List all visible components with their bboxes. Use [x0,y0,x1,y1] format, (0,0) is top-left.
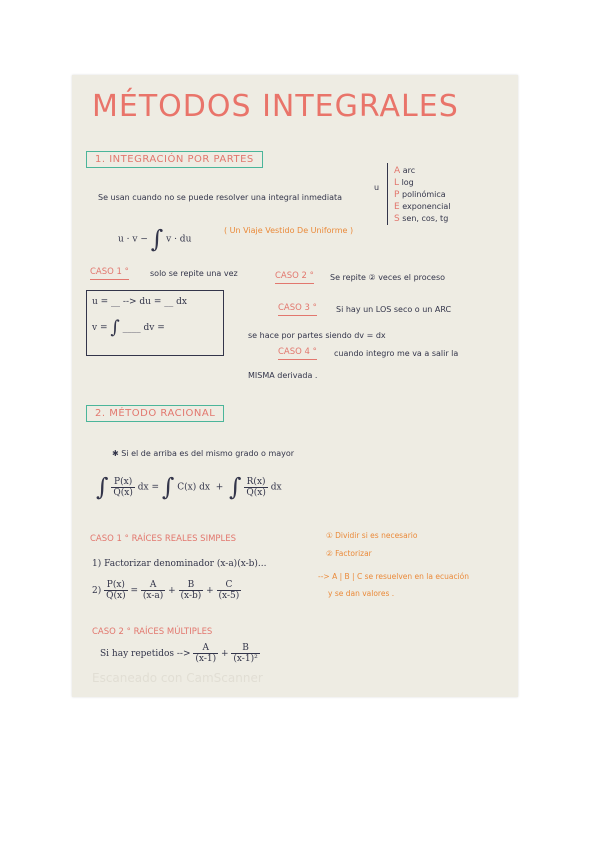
caso1-label: CASO 1 ° [90,267,129,280]
caso2-text: Se repite ② veces el proceso [330,273,446,282]
side-note-1: ① Dividir si es necesario [326,531,418,540]
page-title: MÉTODOS INTEGRALES [92,89,459,124]
caso1-text: solo se repite una vez [150,269,238,278]
vdu-term: v · du [166,234,192,245]
integral-sign-icon: ∫ [96,473,109,501]
liate-item: A arc [394,166,416,176]
box-line1: u = __ --> du = __ dx [92,297,187,307]
section1-heading: 1. INTEGRACIÓN POR PARTES [86,151,263,168]
notes-page [72,75,518,697]
section2-note: ✱ Si el de arriba es del mismo grado o mayor [112,449,295,458]
caso3-label: CASO 3 ° [278,303,317,316]
integral-sign-icon: ∫ [110,317,120,338]
multiple-roots: Si hay repetidos --> $\frac{A}{(x-1)}$ + $\frac{B}{\text{(x-1)²}}$ [100,643,258,664]
caso3-note: se hace por partes siendo dv = dx [248,331,386,340]
liate-item: E exponencial [394,202,451,212]
caso4-label: CASO 4 ° [278,347,317,360]
s2-caso2-label: CASO 2 ° RAÍCES MÚLTIPLES [92,627,213,637]
step2: 2) $\frac{P(x)}{Q(x)}$ = $\frac{A}{(x-a)}$ + $\frac{B}{(x-b)}$ + $\frac{C}{(x-5)}$ [92,580,240,601]
side-note-3: --> A | B | C se resuelven en la ecuación [318,572,470,581]
box-line2: v = ∫ ____ dv = [92,317,165,338]
mnemonic: ( Un Viaje Vestido De Uniforme ) [224,226,354,235]
caso2-label: CASO 2 ° [275,271,314,284]
rational-formula: ∫ $\frac{P(x)}{Q(x)}$ dx = ∫ C(x) dx + ∫ $\frac{R(x)}{Q(x)}$ dx [96,473,282,501]
integral-sign-icon: ∫ [228,473,242,501]
section1-intro: Se usan cuando no se puede resolver una integral inmediata [98,193,343,202]
liate-item: L log [394,178,414,188]
integral-sign-icon: ∫ [150,225,164,253]
step1: 1) Factorizar denominador (x-a)(x-b)... [92,559,267,569]
liate-list [394,165,451,225]
section2-heading: 2. MÉTODO RACIONAL [86,405,224,422]
liate-divider [387,163,388,225]
scanner-watermark: Escaneado con CamScanner [92,671,263,685]
caso4-text: cuando integro me va a salir la [334,349,459,358]
side-note-4: y se dan valores . [328,589,395,598]
liate-item: P polinómica [394,190,446,200]
caso4-text2: MISMA derivada . [248,371,318,380]
liate-u: u [374,183,380,192]
liate-item: S sen, cos, tg [394,214,449,224]
s2-caso1-label: CASO 1 ° RAÍCES REALES SIMPLES [90,534,237,544]
uv-formula [118,225,191,253]
side-note-2: ② Factorizar [326,549,372,558]
integral-sign-icon: ∫ [161,473,175,501]
caso3-text: Si hay un LOS seco o un ARC [336,305,452,314]
uv-term: u · v − [118,234,148,245]
